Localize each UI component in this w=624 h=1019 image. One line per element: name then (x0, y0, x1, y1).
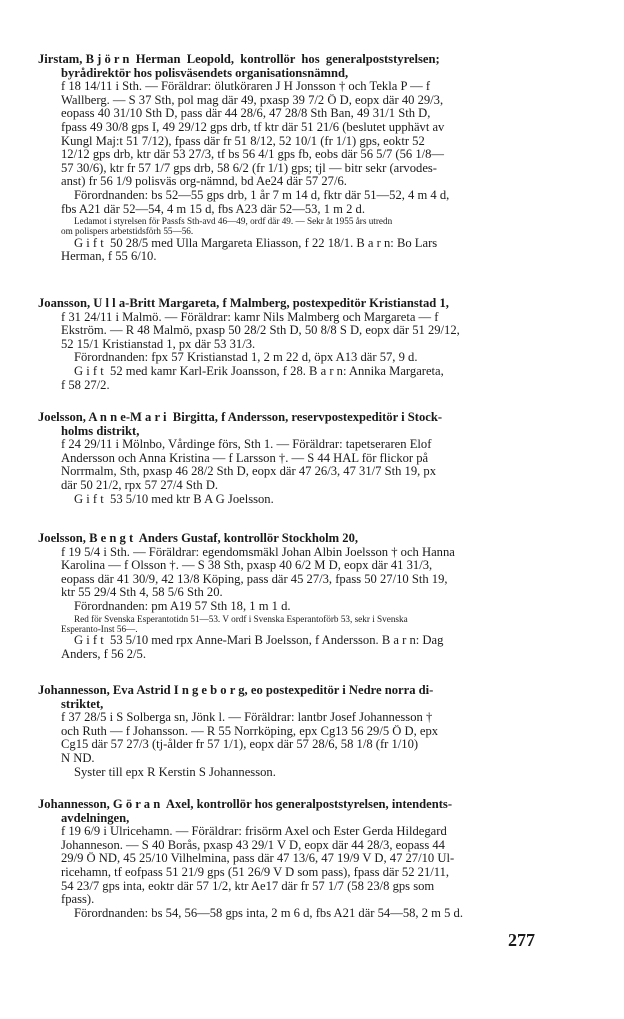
entry-text-line: Anders, f 56 2/5. (61, 647, 146, 661)
entry-footnote-line: Ledamot i styrelsen för Passfs Sth-avd 46—49, ordf där 49. — Sekr åt 1955 års utredn (74, 216, 393, 227)
entry-heading-line: byrådirektör hos polisväsendets organisationsnämnd, (61, 66, 349, 80)
entry-heading-line: holms distrikt, (61, 424, 140, 438)
entry-heading-line: Johannesson, Eva Astrid I n g e b o r g, eo postexpeditör i Nedre norra di- (38, 684, 434, 697)
entry-text-line: G i f t 52 med kamr Karl-Erik Joansson, f 28. B a r n: Annika Margareta, (74, 364, 444, 378)
entry-joelsson-anne-mari (38, 411, 553, 506)
entry-text-line: Förordnanden: bs 54, 56—58 gps inta, 2 m 6 d, fbs A21 där 54—58, 2 m 5 d. (74, 906, 463, 920)
entry-text-line: fpass 49 30/8 gps I, 49 29/12 gps drb, tf ktr där 51 21/6 (beslutet upphävt av (61, 120, 445, 134)
entry-text-line: eopass 40 31/10 Sth D, pass där 44 28/6, 47 28/8 Sth Ban, 49 31/1 Sth D, (61, 107, 431, 121)
entry-heading-line: striktet, (61, 697, 104, 711)
entry-text-line: Förordnanden: fpx 57 Kristianstad 1, 2 m 22 d, öpx A13 där 57, 9 d. (74, 351, 418, 365)
entry-jirstam-bjorn (38, 53, 553, 264)
entry-text-line: f 18 14/11 i Sth. — Föräldrar: ölutköraren J H Jonsson † och Tekla P — f (61, 80, 431, 94)
entry-johannesson-goran (38, 798, 553, 920)
entry-text-line: fpass). (61, 893, 95, 907)
entry-footnote-line: Red för Svenska Esperantotidn 51—53. V ordf i Svenska Esperantoförb 53, sekr i Svenska (74, 613, 408, 624)
entry-text-line: 57 30/6), ktr fr 57 1/7 gps drb, 58 6/2 (fr 1/1) gps; tjl — bitr sekr (arvodes- (61, 161, 438, 175)
entry-text-line: G i f t 50 28/5 med Ulla Margareta Eliasson, f 22 18/1. B a r n: Bo Lars (74, 236, 438, 250)
entry-footnote-line: om polispers arbetstidsförh 55—56. (61, 226, 194, 237)
entry-heading-line: Jirstam, B j ö r n Herman Leopold, kontrollör hos generalpoststyrelsen; (38, 53, 440, 66)
entry-text-line: f 58 27/2. (61, 378, 110, 392)
entry-heading-line: Joelsson, A n n e-M a r i Birgitta, f Andersson, reservpostexpeditör i Stock- (38, 411, 443, 424)
entry-text-line: Ekström. — R 48 Malmö, pxasp 50 28/2 Sth D, 50 8/8 S D, eopx där 51 29/12, (61, 324, 460, 338)
entry-johannesson-eva (38, 684, 553, 779)
entry-text-line: f 31 24/11 i Malmö. — Föräldrar: kamr Nils Malmberg och Margareta — f (61, 310, 439, 324)
entry-text-line: Kungl Maj:t 51 7/12), fpass där fr 51 8/12, 52 10/1 (fr 1/1) gps, eoktr 52 (61, 134, 425, 148)
entry-text-line: f 24 29/11 i Mölnbo, Vårdinge förs, Sth 1. — Föräldrar: tapetseraren Elof (61, 438, 432, 452)
entry-heading-line: Joelsson, B e n g t Anders Gustaf, kontrollör Stockholm 20, (38, 532, 359, 545)
entry-text-line: och Ruth — f Johansson. — R 55 Norrköping, epx Cg13 56 29/5 Ö D, epx (61, 724, 439, 738)
entry-text-line: 12/12 gps drb, ktr där 53 27/3, tf bs 56 4/1 gps fb, eobs där 56 5/7 (56 1/8— (61, 148, 445, 162)
entry-text-line: fbs A21 där 52—54, 4 m 15 d, fbs A23 där 52—53, 1 m 2 d. (61, 202, 365, 216)
entry-text-line: 52 15/1 Kristianstad 1, px där 53 31/3. (61, 337, 256, 351)
entry-text-line: Syster till epx R Kerstin S Johannesson. (74, 765, 276, 779)
entry-text-line: Förordnanden: bs 52—55 gps drb, 1 år 7 m 14 d, fktr där 51—52, 4 m 4 d, (74, 188, 450, 202)
entry-joelsson-bengt (38, 532, 553, 661)
entry-text-line: Andersson och Anna Kristina — f Larsson †. — S 44 HAL för flickor på (61, 451, 429, 465)
entry-text-line: Johanneson. — S 40 Borås, pxasp 43 29/1 V D, eopx där 44 28/3, eopass 44 (61, 838, 445, 852)
entry-heading-line: Joansson, U l l a-Britt Margareta, f Malmberg, postexpeditör Kristianstad 1, (38, 297, 449, 310)
entry-text-line: G i f t 53 5/10 med ktr B A G Joelsson. (74, 492, 274, 506)
entry-text-line: Wallberg. — S 37 Sth, pol mag där 49, pxasp 39 7/2 Ö D, eopx där 40 29/3, (61, 93, 444, 107)
entry-text-line: f 19 5/4 i Sth. — Föräldrar: egendomsmäkl Johan Albin Joelsson † och Hanna (61, 545, 455, 559)
entry-text-line: N ND. (61, 751, 95, 765)
entry-footnote-line: Esperanto-Inst 56—. (61, 623, 138, 634)
entry-text-line: eopass där 41 30/9, 42 13/8 Köping, pass där 45 27/3, fpass 50 27/10 Sth 19, (61, 572, 448, 586)
entry-text-line: ricehamn, tf eofpass 51 21/9 gps (51 26/9 V D som pass), fpass där 52 21/11, (61, 865, 450, 879)
entry-text-line: 54 23/7 gps inta, eoktr där 57 1/2, ktr Ae17 där fr 57 1/7 (58 23/8 gps som (61, 879, 435, 893)
entry-text-line: Karolina — f Olsson †. — S 38 Sth, pxasp 40 6/2 M D, eopx där 41 31/3, (61, 559, 433, 573)
entry-text-line: f 19 6/9 i Ulricehamn. — Föräldrar: frisörm Axel och Ester Gerda Hildegard (61, 825, 447, 839)
entry-text-line: anst) fr 56 1/9 polisväs org-nämnd, bd Ae24 där 57 27/6. (61, 175, 347, 189)
entry-text-line: där 50 21/2, rpx 57 27/4 Sth D. (61, 478, 219, 492)
entry-joansson-ulla-britt (38, 297, 553, 392)
entry-text-line: ktr 55 29/4 Sth 4, 58 5/6 Sth 20. (61, 586, 223, 600)
entry-text-line: f 37 28/5 i S Solberga sn, Jönk l. — Föräldrar: lantbr Josef Johannesson † (61, 711, 433, 725)
entry-heading-line: avdelningen, (61, 811, 130, 825)
entry-text-line: G i f t 53 5/10 med rpx Anne-Mari B Joelsson, f Andersson. B a r n: Dag (74, 633, 444, 647)
entry-heading-line: Johannesson, G ö r a n Axel, kontrollör hos generalpoststyrelsen, intendents- (38, 798, 453, 811)
entry-text-line: Herman, f 55 6/10. (61, 250, 157, 264)
entry-text-line: 29/9 Ö ND, 45 25/10 Vilhelmina, pass där 47 13/6, 47 19/9 V D, 47 27/10 Ul- (61, 852, 455, 866)
page-number: 277 (508, 930, 535, 950)
entry-text-line: Cg15 där 57 27/3 (tj-ålder fr 57 1/1), eopx där 57 28/6, 58 1/8 (fr 1/10) (61, 738, 419, 752)
entry-text-line: Förordnanden: pm A19 57 Sth 18, 1 m 1 d. (74, 599, 291, 613)
entry-text-line: Norrmalm, Sth, pxasp 46 28/2 Sth D, eopx där 47 26/3, 47 31/7 Sth 19, px (61, 465, 437, 479)
